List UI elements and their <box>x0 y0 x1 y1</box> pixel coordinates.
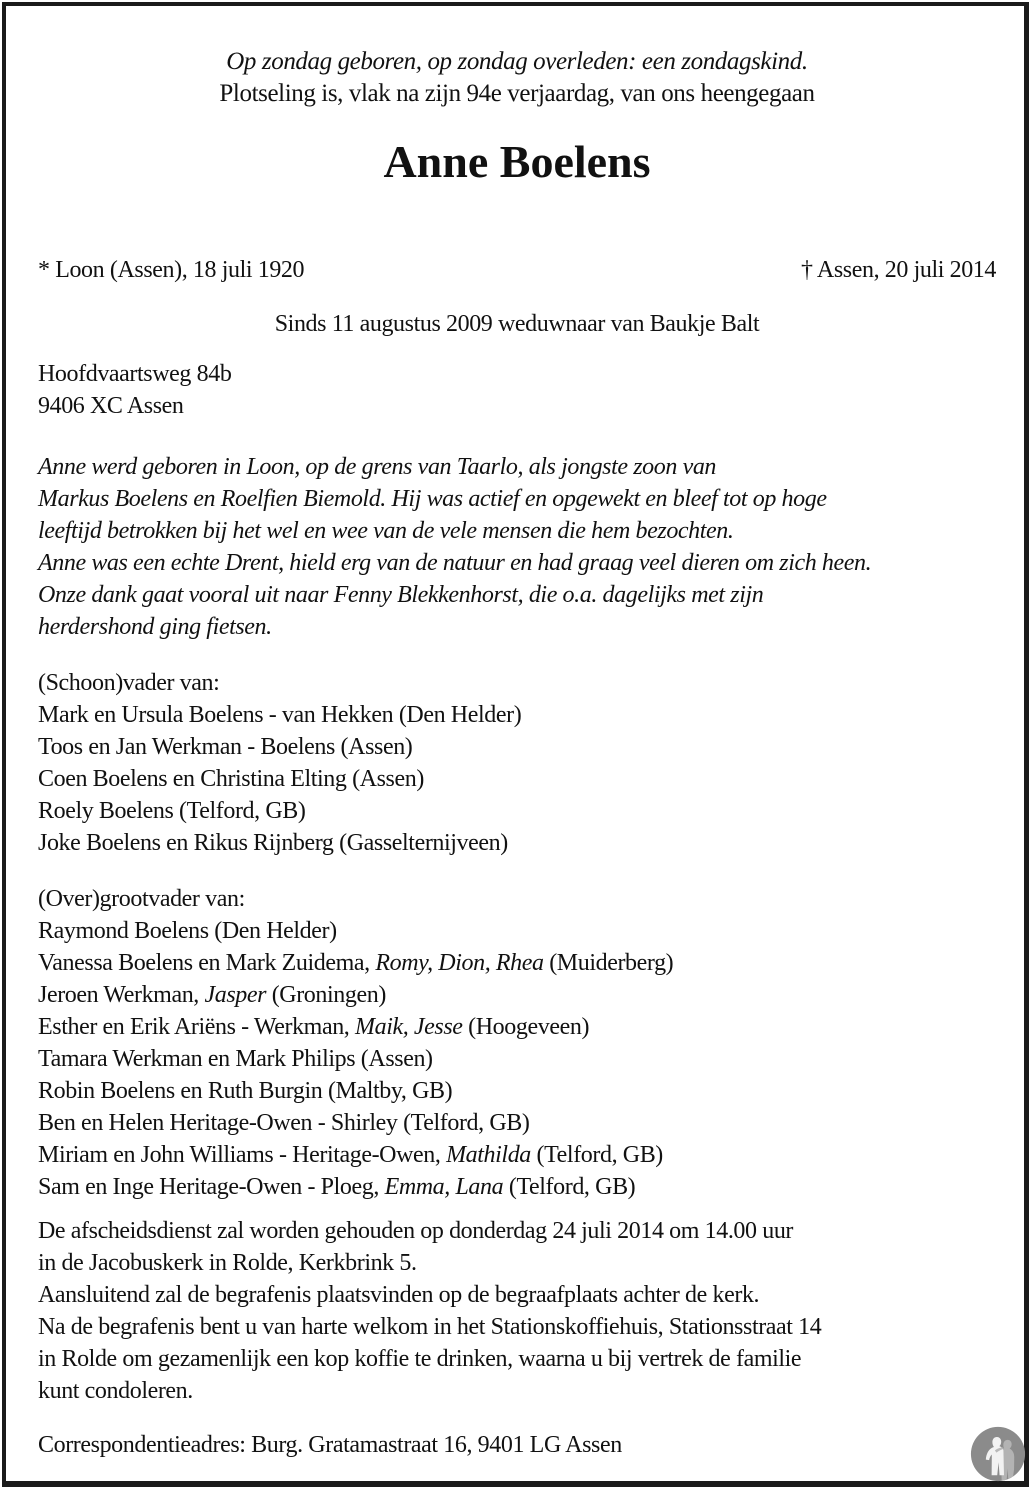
schoonvader-heading: (Schoon)vader van: <box>38 670 220 696</box>
people-embracing-logo <box>969 1425 1027 1483</box>
schoonvader-section <box>38 667 996 859</box>
family-line-text: Vanessa Boelens en Mark Zuidema, <box>38 950 376 976</box>
service-line: in Rolde om gezamenlijk een kop koffie te drinken, waarna u bij vertrek de familie <box>38 1346 802 1372</box>
grandchildren-names: Emma, Lana <box>384 1174 504 1200</box>
grandchildren-names: Maik, Jesse <box>355 1014 463 1040</box>
family-line <box>38 947 996 979</box>
birth-date: * Loon (Assen), 18 juli 1920 <box>38 257 305 283</box>
address-block <box>38 358 996 422</box>
dates-row <box>38 254 996 286</box>
biography-paragraph <box>38 451 996 643</box>
family-line-place: (Muiderberg) <box>543 950 674 976</box>
family-line <box>38 1011 996 1043</box>
death-date: † Assen, 20 juli 2014 <box>801 257 996 283</box>
family-line-text: Raymond Boelens (Den Helder) <box>38 918 337 944</box>
grandchildren-names: Mathilda <box>446 1142 531 1168</box>
family-line-text: Esther en Erik Ariëns - Werkman, <box>38 1014 355 1040</box>
bio-line: leeftijd betrokken bij het wel en wee van de vele mensen die hem bezochten. <box>38 518 734 544</box>
service-paragraph <box>38 1215 996 1407</box>
service-line: Aansluitend zal de begrafenis plaatsvinden op de begraafplaats achter de kerk. <box>38 1282 760 1308</box>
family-line-text: Robin Boelens en Ruth Burgin (Maltby, GB) <box>38 1078 453 1104</box>
correspondence-line: Correspondentieadres: Burg. Gratamastraat 16, 9401 LG Assen <box>38 1432 622 1458</box>
family-line: Roely Boelens (Telford, GB) <box>38 798 306 824</box>
family-line: Mark en Ursula Boelens - van Hekken (Den Helder) <box>38 702 522 728</box>
service-line: De afscheidsdienst zal worden gehouden op donderdag 24 juli 2014 om 14.00 uur <box>38 1218 794 1244</box>
deceased-name: Anne Boelens <box>383 136 651 187</box>
grandchildren-names: Jasper <box>204 982 267 1008</box>
address-line-2: 9406 XC Assen <box>38 393 184 419</box>
family-line: Toos en Jan Werkman - Boelens (Assen) <box>38 734 413 760</box>
family-line <box>38 1171 996 1203</box>
family-line <box>38 1075 996 1107</box>
bio-line: Markus Boelens en Roelfien Biemold. Hij was actief en opgewekt en bleef tot op hoge <box>38 486 827 512</box>
family-line <box>38 915 996 947</box>
family-line: Joke Boelens en Rikus Rijnberg (Gasselternijveen) <box>38 830 508 856</box>
intro-line: Plotseling is, vlak na zijn 94e verjaardag, van ons heengegaan <box>219 80 815 107</box>
family-line-place: (Groningen) <box>266 982 386 1008</box>
family-line-text: Miriam en John Williams - Heritage-Owen, <box>38 1142 447 1168</box>
family-line-text: Tamara Werkman en Mark Philips (Assen) <box>38 1046 433 1072</box>
family-line-place: (Telford, GB) <box>503 1174 636 1200</box>
service-line: in de Jacobuskerk in Rolde, Kerkbrink 5. <box>38 1250 417 1276</box>
family-line <box>38 979 996 1011</box>
family-line <box>38 1139 996 1171</box>
family-line-text: Ben en Helen Heritage-Owen - Shirley (Telford, GB) <box>38 1110 530 1136</box>
family-line: Coen Boelens en Christina Elting (Assen) <box>38 766 424 792</box>
grootvader-heading: (Over)grootvader van: <box>38 886 245 912</box>
bio-line: Anne werd geboren in Loon, op de grens van Taarlo, als jongste zoon van <box>38 454 717 480</box>
bio-line: Anne was een echte Drent, hield erg van de natuur en had graag veel dieren om zich heen. <box>38 550 872 576</box>
family-line-place: (Hoogeveen) <box>462 1014 590 1040</box>
address-line-1: Hoofdvaartsweg 84b <box>38 361 232 387</box>
service-line: kunt condoleren. <box>38 1378 193 1404</box>
grandchildren-names: Romy, Dion, Rhea <box>375 950 544 976</box>
epigraph-line: Op zondag geboren, op zondag overleden: een zondagskind. <box>226 48 808 75</box>
family-line <box>38 1107 996 1139</box>
family-line <box>38 1043 996 1075</box>
widower-line: Sinds 11 augustus 2009 weduwnaar van Baukje Balt <box>274 311 760 337</box>
bio-line: Onze dank gaat vooral uit naar Fenny Blekkenhorst, die o.a. dagelijks met zijn <box>38 582 764 608</box>
family-line-place: (Telford, GB) <box>530 1142 663 1168</box>
family-line-text: Jeroen Werkman, <box>38 982 205 1008</box>
family-line-text: Sam en Inge Heritage-Owen - Ploeg, <box>38 1174 385 1200</box>
grootvader-section <box>38 883 996 1203</box>
obituary-content <box>38 0 996 1461</box>
service-line: Na de begrafenis bent u van harte welkom in het Stationskoffiehuis, Stationsstraat 14 <box>38 1314 822 1340</box>
bio-line: herdershond ging fietsen. <box>38 614 272 640</box>
